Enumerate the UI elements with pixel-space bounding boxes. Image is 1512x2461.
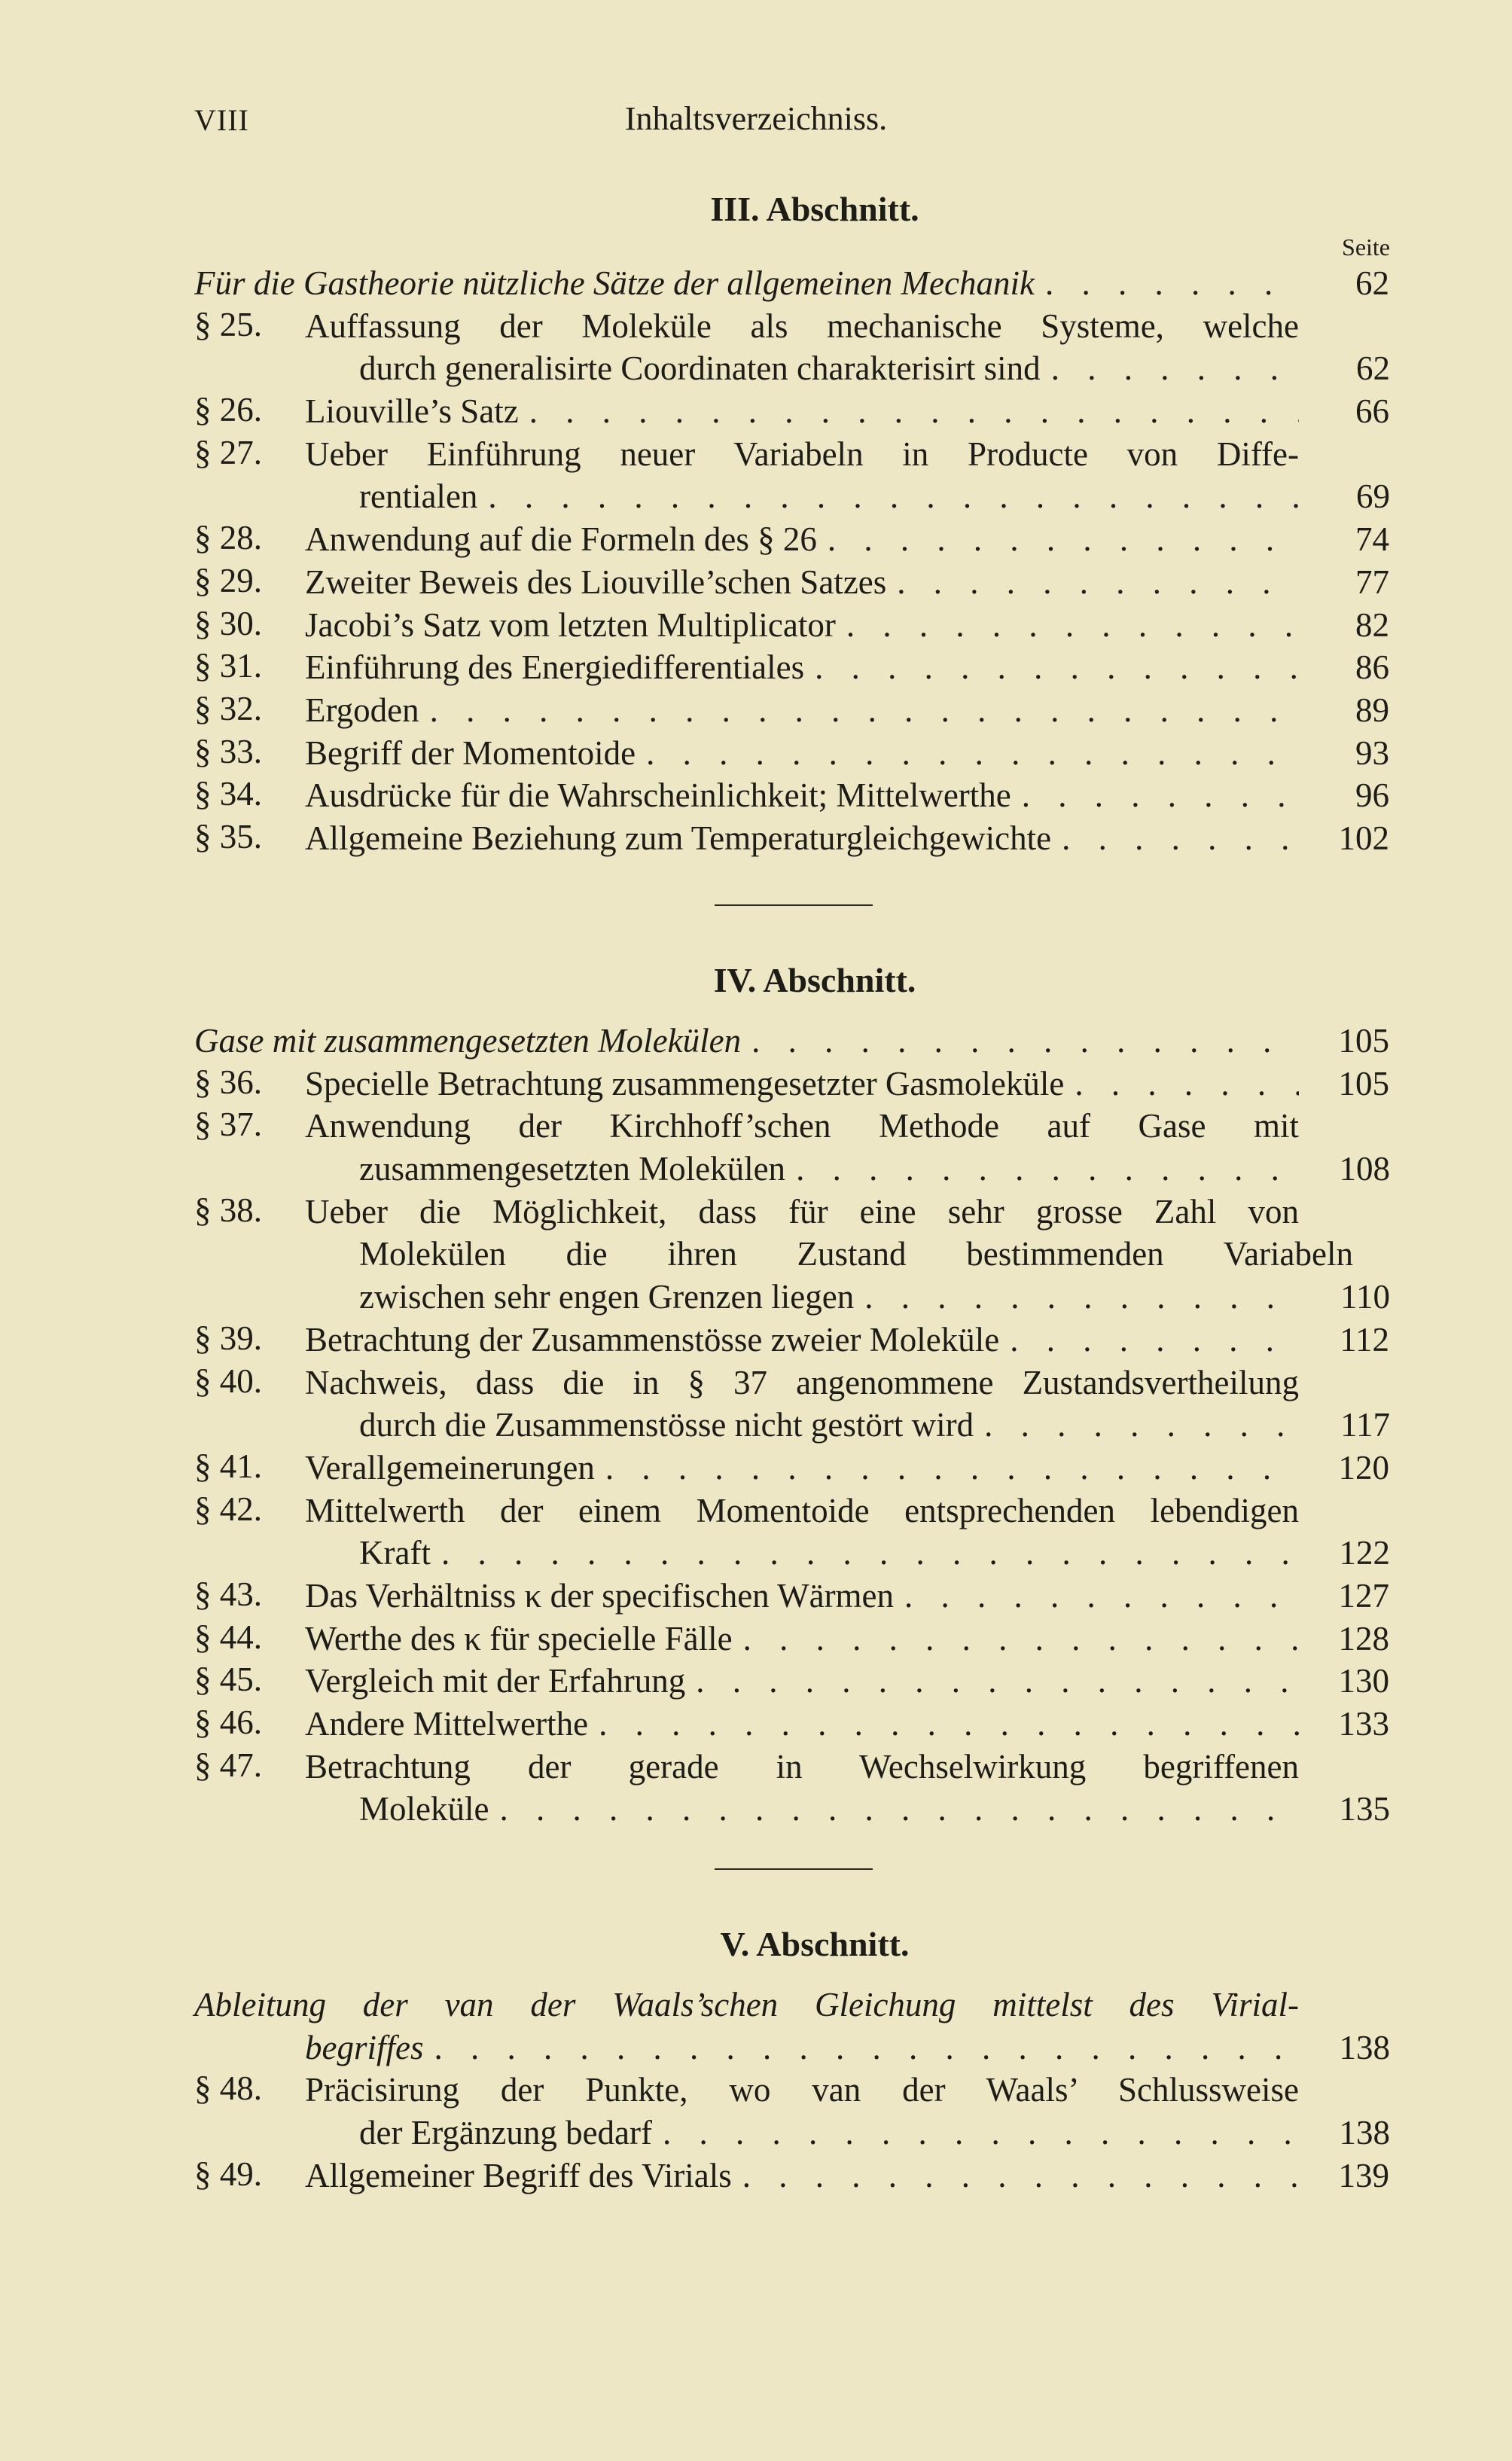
section-number: § 39. xyxy=(194,1319,262,1357)
toc-line xyxy=(305,1276,1390,1319)
leader xyxy=(305,817,1299,860)
page-ref: 62 xyxy=(1356,349,1390,388)
dot-leader xyxy=(854,1276,1300,1319)
toc-line xyxy=(305,1746,1390,1789)
running-title: Inhaltsverzeichniss. xyxy=(624,100,888,137)
spacer xyxy=(194,1003,1390,1020)
leader xyxy=(305,774,1299,817)
leader xyxy=(305,1660,1299,1703)
entry-body xyxy=(305,390,1390,433)
section-number: § 28. xyxy=(194,519,262,557)
toc-line xyxy=(194,1020,1390,1063)
section-number: § 41. xyxy=(194,1447,262,1485)
leader xyxy=(359,475,1300,518)
entry-text: Allgemeiner Begriff des Virials xyxy=(305,2156,732,2194)
toc-line xyxy=(305,1532,1390,1575)
entry-text: Ausdrücke für die Wahrscheinlichkeit; Mittelwerthe xyxy=(305,776,1011,815)
dot-leader xyxy=(588,1703,1299,1746)
toc-line xyxy=(194,1984,1390,2026)
toc-line xyxy=(305,1233,1390,1276)
section-number: § 42. xyxy=(194,1490,262,1528)
dot-leader xyxy=(741,1020,1299,1063)
entry-text: begriffes xyxy=(305,2028,424,2066)
section-heading xyxy=(194,1984,1390,2069)
page-ref: 74 xyxy=(1355,520,1389,559)
toc-line xyxy=(305,732,1390,775)
dot-leader xyxy=(1035,262,1299,305)
toc-line xyxy=(305,1404,1390,1447)
dot-leader xyxy=(423,2026,1300,2069)
dot-leader xyxy=(732,2155,1299,2197)
page-ref: 93 xyxy=(1355,733,1389,772)
toc-line xyxy=(305,347,1390,390)
heading-body xyxy=(194,262,1390,305)
entry-body xyxy=(305,732,1390,775)
section-divider xyxy=(715,1868,873,1870)
page-ref: 135 xyxy=(1339,1790,1390,1828)
page-ref: 77 xyxy=(1355,563,1389,601)
leader xyxy=(305,1575,1299,1618)
dot-leader xyxy=(733,1618,1299,1660)
dot-leader xyxy=(1051,817,1299,860)
dot-leader xyxy=(519,390,1299,433)
leader xyxy=(359,1404,1300,1447)
toc-line xyxy=(194,262,1390,305)
dot-leader xyxy=(477,475,1300,518)
section-number: § 30. xyxy=(194,604,262,642)
entry-body xyxy=(305,561,1390,604)
toc-line xyxy=(305,1490,1390,1532)
toc-entry[interactable] xyxy=(194,1447,1390,1490)
entry-text: Begriff der Momentoide xyxy=(305,733,636,772)
leader xyxy=(359,2112,1300,2155)
toc-entry[interactable] xyxy=(194,2155,1390,2197)
toc-line xyxy=(305,433,1390,476)
page-ref: 89 xyxy=(1355,691,1389,729)
page-ref: 66 xyxy=(1355,392,1389,431)
page-ref: 105 xyxy=(1338,1064,1389,1102)
section-title: III. Abschnitt. xyxy=(710,190,919,228)
entry-body xyxy=(305,1319,1390,1362)
leader xyxy=(305,604,1299,647)
toc-line xyxy=(305,305,1390,348)
section-number: § 43. xyxy=(194,1575,262,1613)
toc-entry[interactable] xyxy=(194,1105,1390,1190)
entry-text: Liouville’s Satz xyxy=(305,392,519,431)
leader xyxy=(305,1447,1299,1490)
section-number: § 49. xyxy=(194,2155,262,2193)
entry-text: Andere Mittelwerthe xyxy=(305,1705,589,1743)
entry-body xyxy=(305,518,1390,561)
page-number: VIII xyxy=(194,103,249,137)
page-ref: 108 xyxy=(1339,1150,1390,1188)
toc-line xyxy=(305,1148,1390,1191)
section-number: § 29. xyxy=(194,561,262,599)
spacer xyxy=(194,1967,1390,1984)
dot-leader xyxy=(431,1532,1300,1575)
entry-body xyxy=(305,1575,1390,1618)
leader xyxy=(359,1276,1300,1319)
leader xyxy=(305,1319,1299,1362)
toc-entry[interactable] xyxy=(194,774,1390,817)
toc-line xyxy=(305,475,1390,518)
page-ref: 138 xyxy=(1339,2028,1390,2066)
toc-line xyxy=(305,1191,1390,1234)
toc-line xyxy=(194,2026,1390,2069)
entry-text: der Ergänzung bedarf xyxy=(359,2114,652,2152)
toc-line xyxy=(305,1575,1390,1618)
toc-entry[interactable] xyxy=(194,604,1390,647)
toc-entry[interactable] xyxy=(194,1746,1390,1831)
section-heading xyxy=(194,1020,1390,1063)
section-iii xyxy=(194,187,1390,860)
toc-line xyxy=(305,1660,1390,1703)
entry-text: Betrachtung der gerade in Wechselwirkung begriffenen xyxy=(305,1747,1299,1786)
section-number: § 38. xyxy=(194,1191,262,1229)
leader xyxy=(305,689,1299,732)
page-ref: 130 xyxy=(1338,1662,1389,1700)
page-ref: 133 xyxy=(1338,1705,1389,1743)
section-number: § 35. xyxy=(194,817,262,855)
entry-body xyxy=(305,2155,1390,2197)
entry-text: Ueber die Möglichkeit, dass für eine sehr grosse Zahl von xyxy=(305,1192,1299,1230)
entry-text: Ueber Einführung neuer Variabeln in Producte von Diffe- xyxy=(305,435,1299,473)
toc-line xyxy=(305,689,1390,732)
toc-entry[interactable] xyxy=(194,1618,1390,1660)
toc-line xyxy=(305,604,1390,647)
toc-entry[interactable] xyxy=(194,1575,1390,1618)
leader xyxy=(359,1148,1300,1191)
section-heading xyxy=(194,262,1390,305)
dot-leader xyxy=(595,1447,1299,1490)
section-number: § 31. xyxy=(194,647,262,685)
leader xyxy=(305,2155,1299,2197)
page-ref: 69 xyxy=(1356,477,1390,516)
section-number: § 37. xyxy=(194,1105,262,1144)
toc-entry[interactable] xyxy=(194,1362,1390,1447)
toc-line xyxy=(305,1105,1390,1148)
toc-entry[interactable] xyxy=(194,561,1390,604)
entry-body xyxy=(305,1490,1390,1575)
entry-text: Verallgemeinerungen xyxy=(305,1448,595,1487)
entry-text: Allgemeine Beziehung zum Temperaturgleichgewichte xyxy=(305,819,1052,857)
page-ref: 138 xyxy=(1339,2114,1390,2152)
leader xyxy=(305,2026,1300,2069)
entry-body xyxy=(305,646,1390,689)
section-number: § 33. xyxy=(194,732,262,770)
toc-entry[interactable] xyxy=(194,2069,1390,2154)
entry-text: zwischen sehr engen Grenzen liegen xyxy=(359,1278,855,1316)
toc-entry[interactable] xyxy=(194,433,1390,518)
entry-text: Ableitung der van der Waals’schen Gleichung mittelst des Virial- xyxy=(194,1986,1299,2023)
leader xyxy=(359,1788,1300,1831)
entry-body xyxy=(305,1618,1390,1660)
leader xyxy=(194,1020,1299,1063)
toc-entry[interactable] xyxy=(194,1319,1390,1362)
leader xyxy=(305,1063,1299,1105)
page-ref: 82 xyxy=(1355,605,1389,644)
dot-leader xyxy=(974,1404,1300,1447)
section-number: § 44. xyxy=(194,1618,262,1656)
toc-entry[interactable] xyxy=(194,646,1390,689)
section-number: § 47. xyxy=(194,1746,262,1784)
toc-line xyxy=(305,518,1390,561)
section-number: § 26. xyxy=(194,391,262,429)
leader xyxy=(305,1703,1299,1746)
toc-line xyxy=(305,1703,1390,1746)
entry-text: Molekülen die ihren Zustand bestimmenden Variabeln xyxy=(359,1235,1353,1273)
section-number: § 34. xyxy=(194,775,262,813)
entry-text: Mittelwerth der einem Momentoide entsprechenden lebendigen xyxy=(305,1491,1299,1529)
entry-body xyxy=(305,1660,1390,1703)
dot-leader xyxy=(999,1319,1299,1362)
section-divider xyxy=(715,904,873,906)
toc-line xyxy=(305,774,1390,817)
dot-leader xyxy=(1064,1063,1299,1105)
section-number: § 27. xyxy=(194,433,262,471)
dot-leader xyxy=(652,2112,1300,2155)
toc-entry[interactable] xyxy=(194,1660,1390,1703)
dot-leader xyxy=(636,732,1299,775)
entry-text: durch die Zusammenstösse nicht gestört wird xyxy=(359,1406,974,1444)
dot-leader xyxy=(1041,347,1300,390)
dot-leader xyxy=(489,1788,1300,1831)
entry-text: Anwendung der Kirchhoff’schen Methode auf Gase mit xyxy=(305,1107,1299,1145)
toc-line xyxy=(305,646,1390,689)
heading-body xyxy=(194,1020,1390,1063)
leader xyxy=(305,390,1299,433)
page-ref: 105 xyxy=(1338,1022,1389,1060)
entry-body xyxy=(305,1362,1390,1447)
toc-entry[interactable] xyxy=(194,732,1390,775)
dot-leader xyxy=(894,1575,1299,1618)
toc-line xyxy=(305,1447,1390,1490)
section-number: § 25. xyxy=(194,305,262,343)
toc-entry[interactable] xyxy=(194,1191,1390,1319)
toc-entry[interactable] xyxy=(194,1703,1390,1746)
entry-text: Moleküle xyxy=(359,1790,489,1828)
entry-text: Einführung des Energiedifferentiales xyxy=(305,648,805,687)
entry-body xyxy=(305,1447,1390,1490)
toc-line xyxy=(305,2069,1390,2112)
entry-text: Das Verhältniss κ der specifischen Wärmen xyxy=(305,1576,895,1615)
leader xyxy=(359,347,1300,390)
toc-line xyxy=(305,1362,1390,1404)
section-number: § 48. xyxy=(194,2069,262,2108)
entry-body xyxy=(305,604,1390,647)
leader xyxy=(359,1532,1300,1575)
entry-body xyxy=(305,1191,1390,1319)
section-iv xyxy=(194,958,1390,1831)
page-ref: 139 xyxy=(1338,2156,1389,2194)
toc-line xyxy=(305,1319,1390,1362)
toc-line xyxy=(305,1788,1390,1831)
entry-body xyxy=(305,774,1390,817)
dot-leader xyxy=(785,1148,1300,1191)
page-ref: 122 xyxy=(1339,1534,1390,1572)
page-ref: 112 xyxy=(1340,1320,1389,1359)
entry-text: Specielle Betrachtung zusammengesetzter Gasmoleküle xyxy=(305,1064,1065,1102)
section-number: § 45. xyxy=(194,1660,262,1699)
entry-body xyxy=(305,1105,1390,1190)
section-number: § 36. xyxy=(194,1063,262,1101)
leader xyxy=(305,518,1299,561)
entry-text: rentialen xyxy=(359,477,478,516)
heading-body xyxy=(194,1984,1390,2069)
leader xyxy=(305,646,1299,689)
dot-leader xyxy=(836,604,1299,647)
entry-body xyxy=(305,1063,1390,1105)
toc-entry[interactable] xyxy=(194,390,1390,433)
page-ref: 102 xyxy=(1338,819,1389,857)
section-number: § 40. xyxy=(194,1362,262,1400)
entry-text: Zweiter Beweis des Liouville’schen Satzes xyxy=(305,563,887,601)
entry-body xyxy=(305,433,1390,518)
entry-body xyxy=(305,817,1390,860)
entry-text: durch generalisirte Coordinaten charakterisirt sind xyxy=(359,349,1041,388)
leader xyxy=(305,561,1299,604)
toc-entry[interactable] xyxy=(194,817,1390,860)
dot-leader xyxy=(1011,774,1299,817)
toc-line xyxy=(305,1618,1390,1660)
page-ref: 62 xyxy=(1355,264,1389,302)
toc-entry[interactable] xyxy=(194,689,1390,732)
leader xyxy=(194,262,1299,305)
dot-leader xyxy=(685,1660,1299,1703)
page-ref: 127 xyxy=(1338,1576,1389,1615)
entry-body xyxy=(305,689,1390,732)
leader xyxy=(305,732,1299,775)
page-ref: 96 xyxy=(1355,776,1389,815)
toc-entry[interactable] xyxy=(194,305,1390,390)
dot-leader xyxy=(804,646,1299,689)
entry-text: Präcisirung der Punkte, wo van der Waals’ Schlussweise xyxy=(305,2071,1299,2109)
dot-leader xyxy=(419,689,1299,732)
toc-line xyxy=(305,1063,1390,1105)
page-ref: 128 xyxy=(1338,1619,1389,1657)
toc-line xyxy=(305,2155,1390,2197)
toc-line xyxy=(305,2112,1390,2155)
entry-text: Jacobi’s Satz vom letzten Multiplicator xyxy=(305,605,836,644)
dot-leader xyxy=(886,561,1299,604)
entry-text: zusammengesetzten Molekülen xyxy=(359,1150,786,1188)
entry-body xyxy=(305,2069,1390,2154)
entry-text: Vergleich mit der Erfahrung xyxy=(305,1662,686,1700)
section-v xyxy=(194,1922,1390,2197)
entry-text: Anwendung auf die Formeln des § 26 xyxy=(305,520,817,559)
page-ref: 117 xyxy=(1340,1406,1390,1444)
entry-text: Ergoden xyxy=(305,691,419,729)
entry-text: Kraft xyxy=(359,1534,431,1572)
section-number: § 46. xyxy=(194,1703,262,1741)
entry-body xyxy=(305,1703,1390,1746)
section-title: V. Abschnitt. xyxy=(720,1925,910,1963)
toc-line xyxy=(305,817,1390,860)
toc-line xyxy=(305,561,1390,604)
entry-body xyxy=(305,1746,1390,1831)
entry-text: Nachweis, dass die in § 37 angenommene Zustandsvertheilung xyxy=(305,1363,1299,1401)
toc-entry[interactable] xyxy=(194,1063,1390,1105)
entry-text: Für die Gastheorie nützliche Sätze der allgemeinen Mechanik xyxy=(194,264,1035,302)
entry-text: Gase mit zusammengesetzten Molekülen xyxy=(194,1022,742,1060)
page-ref: 110 xyxy=(1340,1278,1390,1316)
entry-text: Betrachtung der Zusammenstösse zweier Moleküle xyxy=(305,1320,1000,1359)
toc-line xyxy=(305,390,1390,433)
toc-entry[interactable] xyxy=(194,518,1390,561)
section-number: § 32. xyxy=(194,689,262,727)
entry-text: Auffassung der Moleküle als mechanische Systeme, welche xyxy=(305,306,1299,345)
leader xyxy=(305,1618,1299,1660)
page-ref: 120 xyxy=(1338,1448,1389,1487)
section-title: IV. Abschnitt. xyxy=(713,961,916,999)
page-ref: 86 xyxy=(1355,648,1389,687)
toc-entry[interactable] xyxy=(194,1490,1390,1575)
entry-text: Werthe des κ für specielle Fälle xyxy=(305,1619,733,1657)
entry-body xyxy=(305,305,1390,390)
dot-leader xyxy=(817,518,1299,561)
seite-label: Seite xyxy=(1342,233,1390,261)
